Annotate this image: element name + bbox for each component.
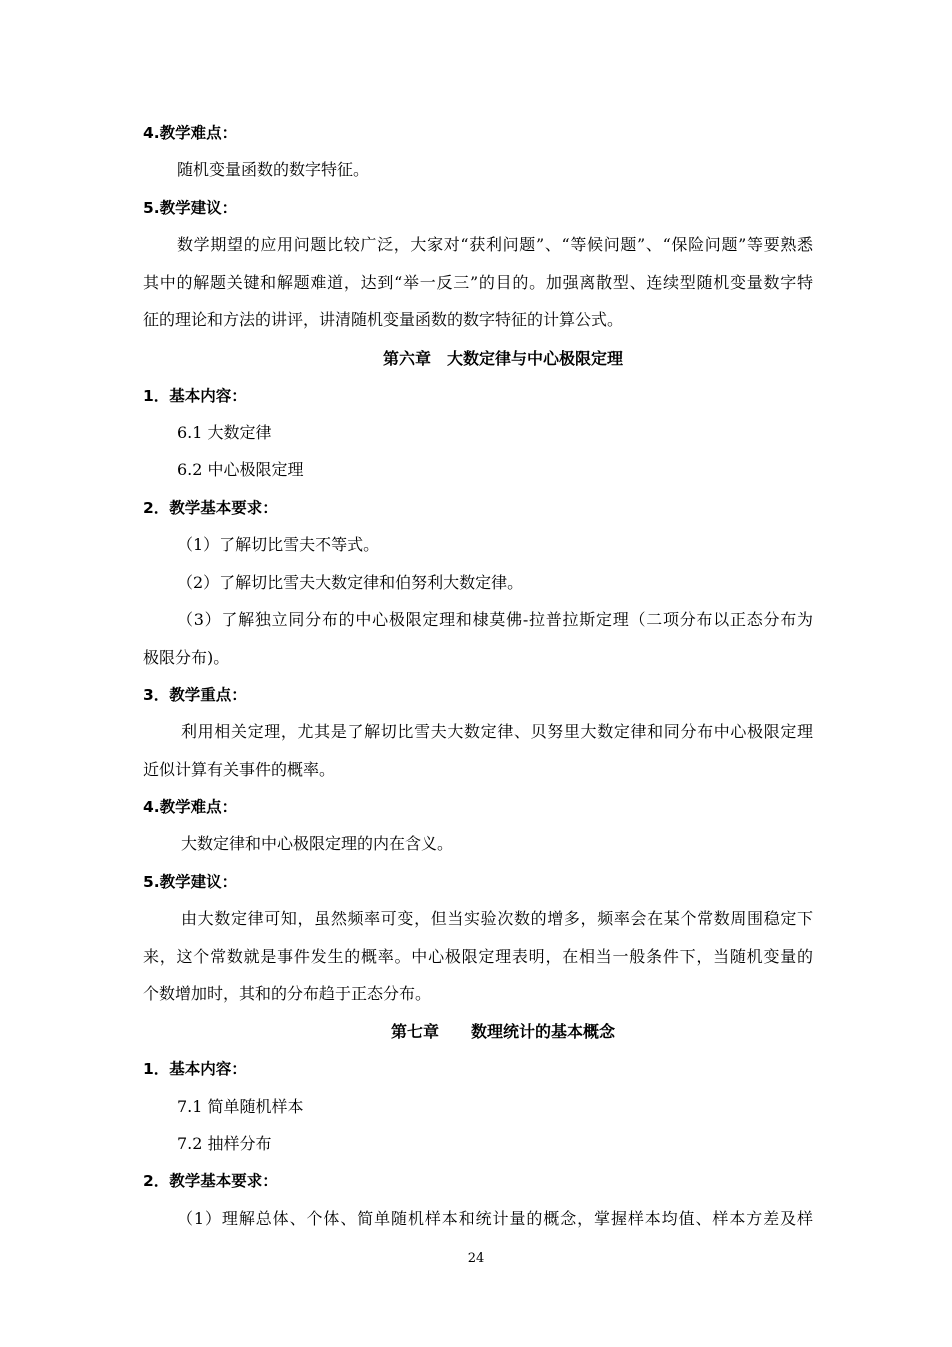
requirement-item: （1）了解切比雪夫不等式。 [177,535,380,554]
content-heading: 1．基本内容： [143,387,247,405]
focus-line: 近似计算有关事件的概率。 [143,760,336,779]
content-item: 6.2 中心极限定理 [177,460,304,479]
focus-heading: 3．教学重点： [143,686,247,704]
content-item: 7.1 简单随机样本 [177,1097,304,1116]
focus-line: 利用相关定理，尤其是了解切比雪夫大数定律、贝努里大数定律和同分布中心极限定理 [181,722,813,741]
requirement-item: （2）了解切比雪夫大数定律和伯努利大数定律。 [177,573,524,592]
suggestion-heading: 5.教学建议： [143,873,238,891]
difficulty-heading: 4.教学难点： [143,124,238,142]
suggestion-line: 来，这个常数就是事件发生的概率。中心极限定理表明，在相当一般条件下，当随机变量的 [143,947,813,966]
content-item: 7.2 抽样分布 [177,1134,272,1153]
requirement-item: （1）理解总体、个体、简单随机样本和统计量的概念，掌握样本均值、样本方差及样 [177,1209,813,1228]
requirements-heading: 2．教学基本要求： [143,499,278,517]
requirement-item: （3）了解独立同分布的中心极限定理和棣莫佛-拉普拉斯定理（二项分布以正态分布为 [177,610,813,629]
suggestion-line: 数学期望的应用问题比较广泛，大家对“获利问题”、“等候问题”、“保险问题”等要熟悉 [177,235,813,254]
suggestion-heading: 5.教学建议： [143,199,238,217]
content-heading: 1．基本内容： [143,1060,247,1078]
suggestion-line: 个数增加时，其和的分布趋于正态分布。 [143,984,432,1003]
difficulty-heading: 4.教学难点： [143,798,238,816]
chapter-7-title: 第七章 数理统计的基本概念 [390,1022,615,1041]
requirements-heading: 2．教学基本要求： [143,1172,278,1190]
suggestion-line: 其中的解题关键和解题难道，达到“举一反三”的目的。加强离散型、连续型随机变量数字特 [143,273,813,292]
difficulty-text: 随机变量函数的数字特征。 [177,160,370,179]
suggestion-line: 征的理论和方法的讲评，讲清随机变量函数的数字特征的计算公式。 [143,310,624,329]
requirement-item: 极限分布)。 [143,648,230,667]
difficulty-text: 大数定律和中心极限定理的内在含义。 [181,834,454,853]
suggestion-line: 由大数定律可知，虽然频率可变，但当实验次数的增多，频率会在某个常数周围稳定下 [181,909,813,928]
page-number: 24 [467,1251,485,1266]
chapter-6-title: 第六章 大数定律与中心极限定理 [382,349,623,368]
content-item: 6.1 大数定律 [177,423,272,442]
